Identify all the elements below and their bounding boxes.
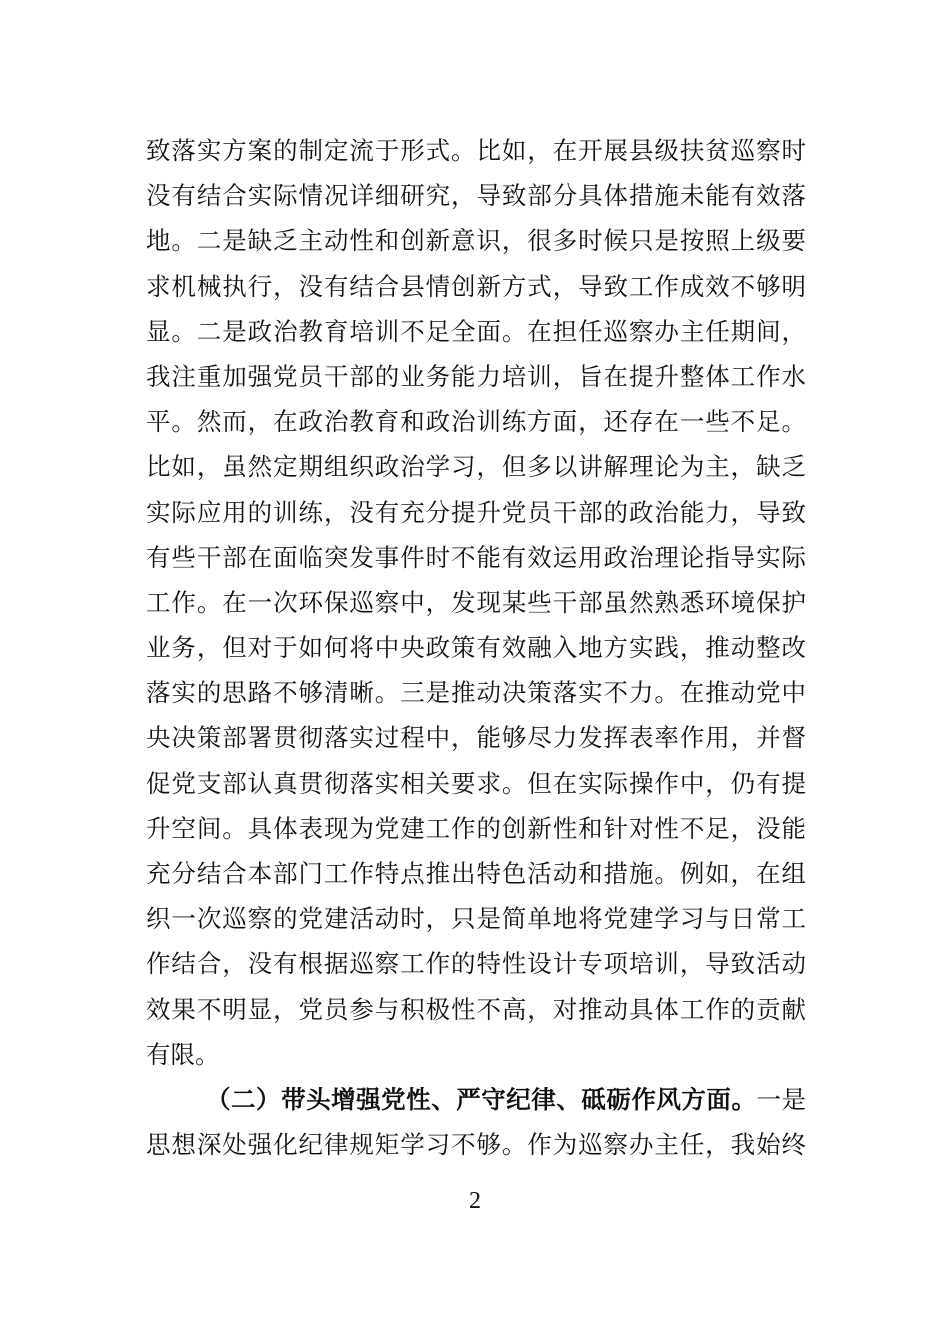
text-line: 实际应用的训练，没有充分提升党员干部的政治能力，导致 <box>146 497 806 527</box>
section-text-run: 一是 <box>756 1084 806 1114</box>
text-line: 求机械执行，没有结合县情创新方式，导致工作成效不够明 <box>146 271 806 301</box>
text-line: 织一次巡察的党建活动时，只是简单地将党建学习与日常工 <box>146 904 806 934</box>
text-line: 充分结合本部门工作特点推出特色活动和措施。例如，在组 <box>146 859 806 888</box>
text-line: 促党支部认真贯彻落实相关要求。但在实际操作中，仍有提 <box>146 768 806 798</box>
body-text <box>146 128 806 1167</box>
text-line: 落实的思路不够清晰。三是推动决策落实不力。在推动党中 <box>146 678 806 708</box>
text-line: 升空间。具体表现为党建工作的创新性和针对性不足，没能 <box>146 813 806 843</box>
text-line: 有些干部在面临突发事件时不能有效运用政治理论指导实际 <box>146 542 806 572</box>
text-line: 有限。 <box>146 1039 220 1069</box>
text-line: 作结合，没有根据巡察工作的特性设计专项培训，导致活动 <box>146 949 806 979</box>
text-line: 思想深处强化纪律规矩学习不够。作为巡察办主任，我始终 <box>146 1130 806 1160</box>
page-number: 2 <box>469 1188 481 1214</box>
text-line: 效果不明显，党员参与积极性不高，对推动具体工作的贡献 <box>146 994 806 1024</box>
text-line: 央决策部署贯彻落实过程中，能够尽力发挥表率作用，并督 <box>146 723 806 753</box>
text-line: 致落实方案的制定流于形式。比如，在开展县级扶贫巡察时 <box>146 136 806 165</box>
text-line: 显。二是政治教育培训不足全面。在担任巡察办主任期间， <box>146 316 806 346</box>
section-heading-line <box>146 1077 806 1122</box>
section-heading: （二）带头增强党性、严守纪律、砥砺作风方面。 <box>206 1084 757 1114</box>
text-line: 没有结合实际情况详细研究，导致部分具体措施未能有效落 <box>146 181 806 211</box>
text-line: 比如，虽然定期组织政治学习，但多以讲解理论为主，缺乏 <box>146 452 806 482</box>
text-line: 平。然而，在政治教育和政治训练方面，还存在一些不足。 <box>146 407 806 437</box>
text-line: 地。二是缺乏主动性和创新意识，很多时候只是按照上级要 <box>146 226 806 256</box>
text-line: 工作。在一次环保巡察中，发现某些干部虽然熟悉环境保护 <box>146 587 806 617</box>
text-line: 业务，但对于如何将中央政策有效融入地方实践，推动整改 <box>146 633 806 663</box>
text-line: 我注重加强党员干部的业务能力培训，旨在提升整体工作水 <box>146 361 806 391</box>
